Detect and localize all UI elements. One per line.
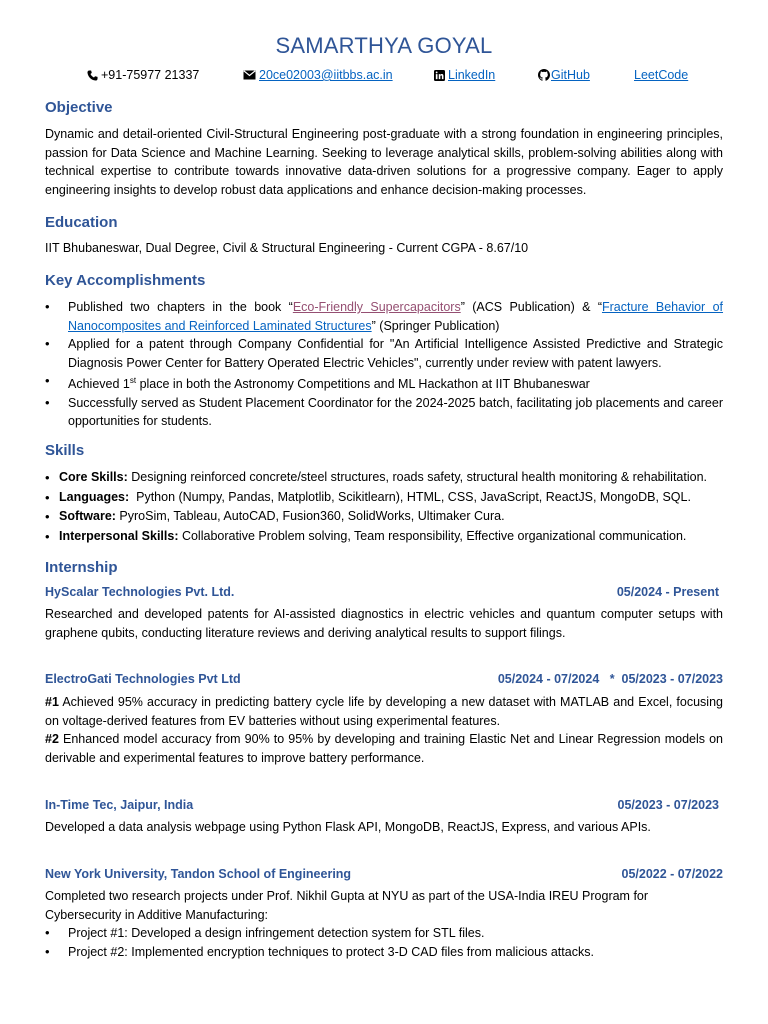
point-text: Enhanced model accuracy from 90% to 95% by developing and training Elastic Net and Linear Regression models on derivable and experimental features to improve battery performance. xyxy=(45,732,723,765)
accomplishment-text: Achieved 1 xyxy=(68,377,130,392)
list-item xyxy=(45,488,723,508)
job-point xyxy=(45,693,723,730)
list-item: • Project #2: Implemented encryption techniques to protect 3-D CAD files from malicious attacks. xyxy=(45,943,723,962)
list-item: • Project #1: Developed a design infringement detection system for STL files. xyxy=(45,924,723,943)
job-description xyxy=(45,887,723,961)
accomplishment-text: Published two chapters in the book “ xyxy=(68,300,293,314)
phone-contact xyxy=(87,68,199,82)
list-item: • Applied for a patent through Company Confidential for "An Artificial Intelligence Assisted Predictive and Strategic Diagnosis Power Center for Battery Operated Electric Vehicles", currently under review with patent lawyers. xyxy=(45,335,723,372)
education-heading: Education xyxy=(45,214,118,231)
list-item xyxy=(45,298,723,335)
resume-page xyxy=(45,0,724,959)
skills-heading: Skills xyxy=(45,442,85,459)
list-item xyxy=(45,527,723,547)
company-name: ElectroGati Technologies Pvt Ltd xyxy=(45,672,241,686)
point-label: #1 xyxy=(45,695,59,709)
job-dates: 05/2024 - 07/2024 * 05/2023 - 07/2023 xyxy=(497,672,723,686)
job-description xyxy=(45,693,723,767)
point-text: Achieved 95% accuracy in predicting battery cycle life by developing a new dataset with MATLAB and Excel, focusing on voltage-derived features from EV batteries without using experimental features. xyxy=(45,695,723,728)
point-label: #2 xyxy=(45,732,59,746)
linkedin-link[interactable]: LinkedIn xyxy=(448,68,496,82)
job-summary: Completed two research projects under Prof. Nikhil Gupta at NYU as part of the USA-India IREU Program for Cybersecurity in Additive Manufacturing: xyxy=(45,889,649,922)
list-item xyxy=(45,468,723,488)
list-item: • Successfully served as Student Placement Coordinator for the 2024-2025 batch, facilitating job placements and career opportunities for students. xyxy=(45,394,723,431)
accomplishments-list-wrap xyxy=(45,298,723,431)
skill-text: PyroSim, Tableau, AutoCAD, Fusion360, SolidWorks, Ultimaker Cura. xyxy=(115,509,505,523)
skill-text: Collaborative Problem solving, Team responsibility, Effective organizational communication. xyxy=(178,528,687,543)
phone-icon xyxy=(87,70,98,81)
contact-bar xyxy=(45,68,723,90)
accomplishment-text: ” (ACS Publication) & “ xyxy=(460,300,602,314)
linkedin-icon xyxy=(434,70,445,81)
objective-text: Dynamic and detail-oriented Civil-Structural Engineering post-graduate with a strong foundation in engineering principles, passion for Data Science and Machine Learning. Seeking to leverage analytical skills, problem-solving abilities along with technical expertise to contribute towards innovative data-driven solutions for a progressive company. Eager to apply engineering insights to develop robust data applications and enhance decision-making processes. xyxy=(45,127,723,197)
project-list xyxy=(45,924,723,961)
eco-friendly-supercapacitors-link[interactable]: Eco-Friendly Supercapacitors xyxy=(292,300,461,314)
skill-label: Interpersonal Skills: xyxy=(59,528,179,543)
job-header xyxy=(45,672,723,690)
skill-label: Core Skills: xyxy=(59,470,128,484)
job-dates: 05/2022 - 07/2022 xyxy=(621,867,723,881)
accomplishment-text: ” (Springer Publication) xyxy=(371,318,500,333)
fracture-behavior-link[interactable]: Fracture Behavior of Nanocomposites and Reinforced Laminated Structures xyxy=(68,300,724,333)
email-contact[interactable] xyxy=(243,68,393,82)
github-link[interactable]: GitHub xyxy=(551,68,590,82)
superscript: st xyxy=(129,376,137,385)
linkedin-contact[interactable] xyxy=(434,68,495,82)
objective-heading: Objective xyxy=(45,99,113,116)
company-name: New York University, Tandon School of Engineering xyxy=(45,867,352,881)
job-header xyxy=(45,867,723,885)
skill-label: Languages: xyxy=(59,489,130,504)
job-header xyxy=(45,585,723,603)
list-item xyxy=(45,372,723,394)
leetcode-link[interactable]: LeetCode xyxy=(634,68,689,82)
job-description: Researched and developed patents for AI-assisted diagnostics in electric vehicles and quantum computer setups with graphene qubits, conducting literature reviews and deriving analytical results to support filings. xyxy=(45,607,723,640)
candidate-name: SAMARTHYA GOYAL xyxy=(275,33,493,58)
list-item xyxy=(45,507,723,527)
skills-list xyxy=(45,468,723,546)
job-dates: 05/2023 - 07/2023 xyxy=(617,798,719,812)
company-name: In-Time Tec, Jaipur, India xyxy=(45,798,194,812)
job-dates: 05/2024 - Present xyxy=(616,585,719,599)
email-link[interactable]: 20ce02003@iitbbs.ac.in xyxy=(259,68,393,82)
skill-text: Designing reinforced concrete/steel structures, roads safety, structural health monitoring & rehabilitation. xyxy=(127,470,708,484)
job-point xyxy=(45,730,723,767)
job-description: Developed a data analysis webpage using Python Flask API, MongoDB, ReactJS, Express, and various APIs. xyxy=(45,820,651,834)
company-name: HyScalar Technologies Pvt. Ltd. xyxy=(45,585,235,599)
internship-heading: Internship xyxy=(45,559,118,576)
accomplishment-text: place in both the Astronomy Competitions and ML Hackathon at IIT Bhubaneswar xyxy=(136,377,590,392)
education-text: IIT Bhubaneswar, Dual Degree, Civil & Structural Engineering - Current CGPA - 8.67/10 xyxy=(45,241,529,255)
leetcode-contact[interactable] xyxy=(634,68,688,82)
github-icon xyxy=(538,69,550,81)
accomplishments-heading: Key Accomplishments xyxy=(45,272,206,289)
job-header xyxy=(45,798,723,816)
github-contact[interactable] xyxy=(538,68,590,82)
skill-text: Python (Numpy, Pandas, Matplotlib, Scikitlearn), HTML, CSS, JavaScript, ReactJS, MongoDB, SQL. xyxy=(129,489,691,504)
phone-number: +91-75977 21337 xyxy=(101,68,200,82)
envelope-icon xyxy=(243,70,256,80)
skills-list-wrap xyxy=(45,468,723,546)
skill-label: Software: xyxy=(59,509,116,523)
accomplishments-list xyxy=(45,298,723,431)
